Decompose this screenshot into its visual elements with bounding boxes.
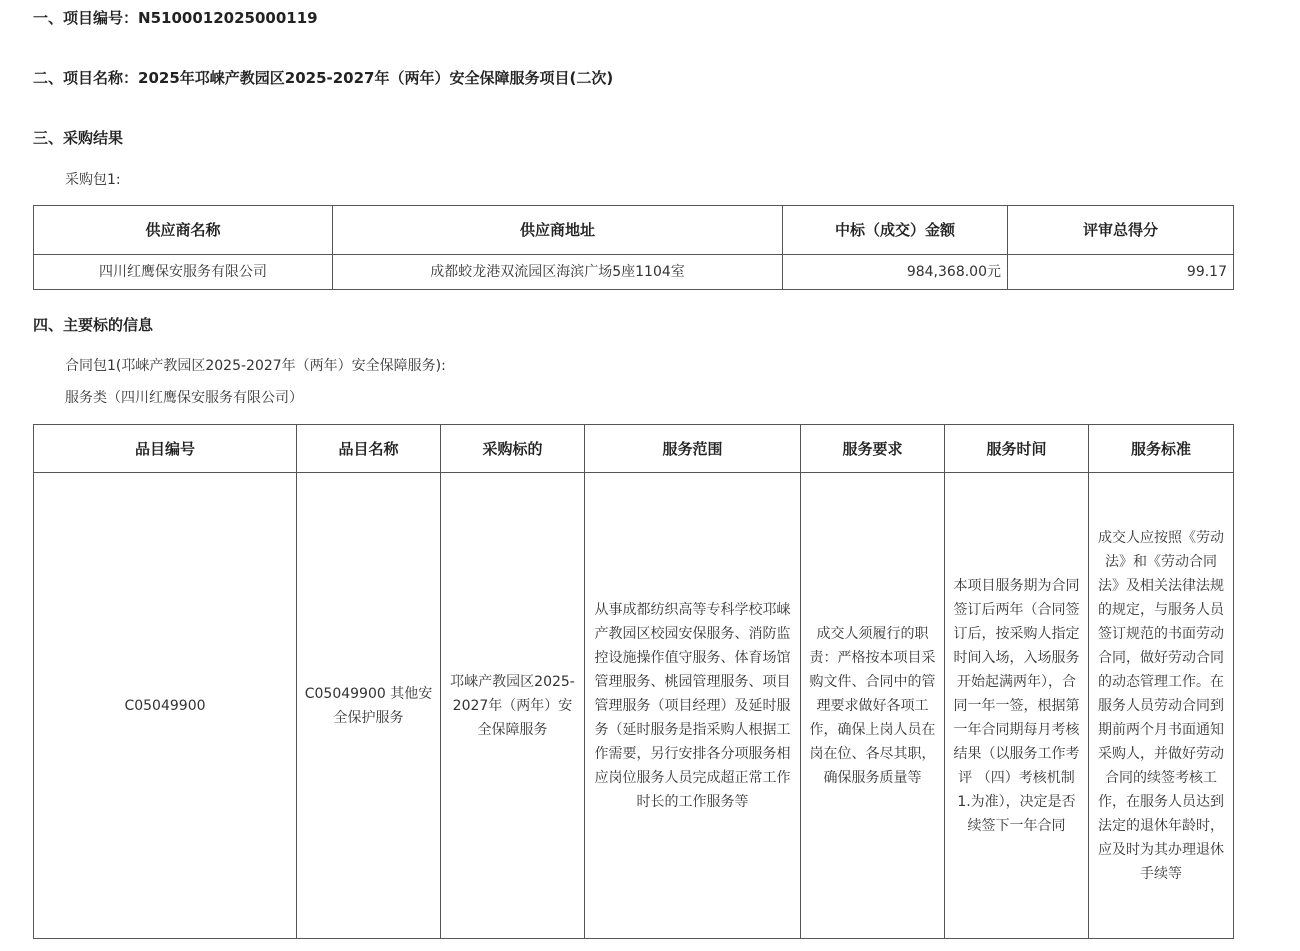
- table-row: [34, 473, 1234, 939]
- header-bid-amount: 中标（成交）金额: [783, 206, 1008, 255]
- service-requirement-cell: 成交人须履行的职责：严格按本项目采购文件、合同中的管理要求做好各项工作，确保上岗人员在岗在位、各尽其职，确保服务质量等: [801, 473, 945, 939]
- header-service-requirement: 服务要求: [801, 425, 945, 473]
- header-total-score: 评审总得分: [1008, 206, 1234, 255]
- header-procurement-subject: 采购标的: [441, 425, 585, 473]
- project-number-label: 一、项目编号：: [33, 9, 139, 27]
- project-name-heading: [33, 68, 613, 88]
- project-name-value: 2025年邛崃产教园区2025-2027年（两年）安全保障服务项目(二次): [138, 69, 614, 87]
- header-service-scope: 服务范围: [585, 425, 801, 473]
- supplier-address-cell: 成都蛟龙港双流园区海滨广场5座1104室: [333, 255, 783, 290]
- bid-amount-cell: 984,368.00元: [783, 255, 1008, 290]
- header-item-code: 品目编号: [34, 425, 297, 473]
- header-supplier-address: 供应商地址: [333, 206, 783, 255]
- item-code-cell: C05049900: [34, 473, 297, 939]
- item-name-cell: C05049900 其他安全保护服务: [297, 473, 441, 939]
- table-header-row: [34, 206, 1234, 255]
- table-header-row: [34, 425, 1234, 473]
- service-standard-cell: 成交人应按照《劳动法》和《劳动合同法》及相关法律法规的规定，与服务人员签订规范的书面劳动合同，做好劳动合同的动态管理工作。在服务人员劳动合同到期前两个月书面通知采购人，并做好劳动合同的续签考核工作，在服务人员达到法定的退休年龄时，应及时为其办理退休手续等: [1089, 473, 1234, 939]
- header-service-time: 服务时间: [945, 425, 1089, 473]
- service-time-cell: 本项目服务期为合同签订后两年（合同签订后，按采购人指定时间入场，入场服务开始起满两年），合同一年一签，根据第一年合同期每月考核结果（以服务工作考评 （四）考核机制 1.为准），决定是否续签下一年合同: [945, 473, 1089, 939]
- procurement-result-heading: 三、采购结果: [33, 129, 124, 147]
- supplier-result-table: [33, 205, 1234, 290]
- table-row: [34, 255, 1234, 290]
- contract-package-label: 合同包1(邛崃产教园区2025-2027年（两年）安全保障服务):: [65, 358, 446, 374]
- header-service-standard: 服务标准: [1089, 425, 1234, 473]
- procurement-subject-cell: 邛崃产教园区2025-2027年（两年）安全保障服务: [441, 473, 585, 939]
- package-label: 采购包1:: [65, 172, 121, 188]
- service-scope-cell: 从事成都纺织高等专科学校邛崃产教园区校园安保服务、消防监控设施操作值守服务、体育场馆管理服务、桃园管理服务、项目管理服务（项目经理）及延时服务（延时服务是指采购人根据工作需要，另行安排各分项服务相应岗位服务人员完成超正常工作时长的工作服务等: [585, 473, 801, 939]
- total-score-cell: 99.17: [1008, 255, 1234, 290]
- service-category-label: 服务类（四川红鹰保安服务有限公司）: [65, 390, 303, 406]
- project-name-label: 二、项目名称：: [33, 69, 139, 87]
- header-supplier-name: 供应商名称: [34, 206, 333, 255]
- project-number-value: N5100012025000119: [138, 9, 318, 27]
- supplier-name-cell: 四川红鹰保安服务有限公司: [34, 255, 333, 290]
- subject-info-table: [33, 424, 1234, 939]
- project-number-heading: [33, 8, 318, 28]
- header-item-name: 品目名称: [297, 425, 441, 473]
- main-subject-heading: 四、主要标的信息: [33, 316, 154, 334]
